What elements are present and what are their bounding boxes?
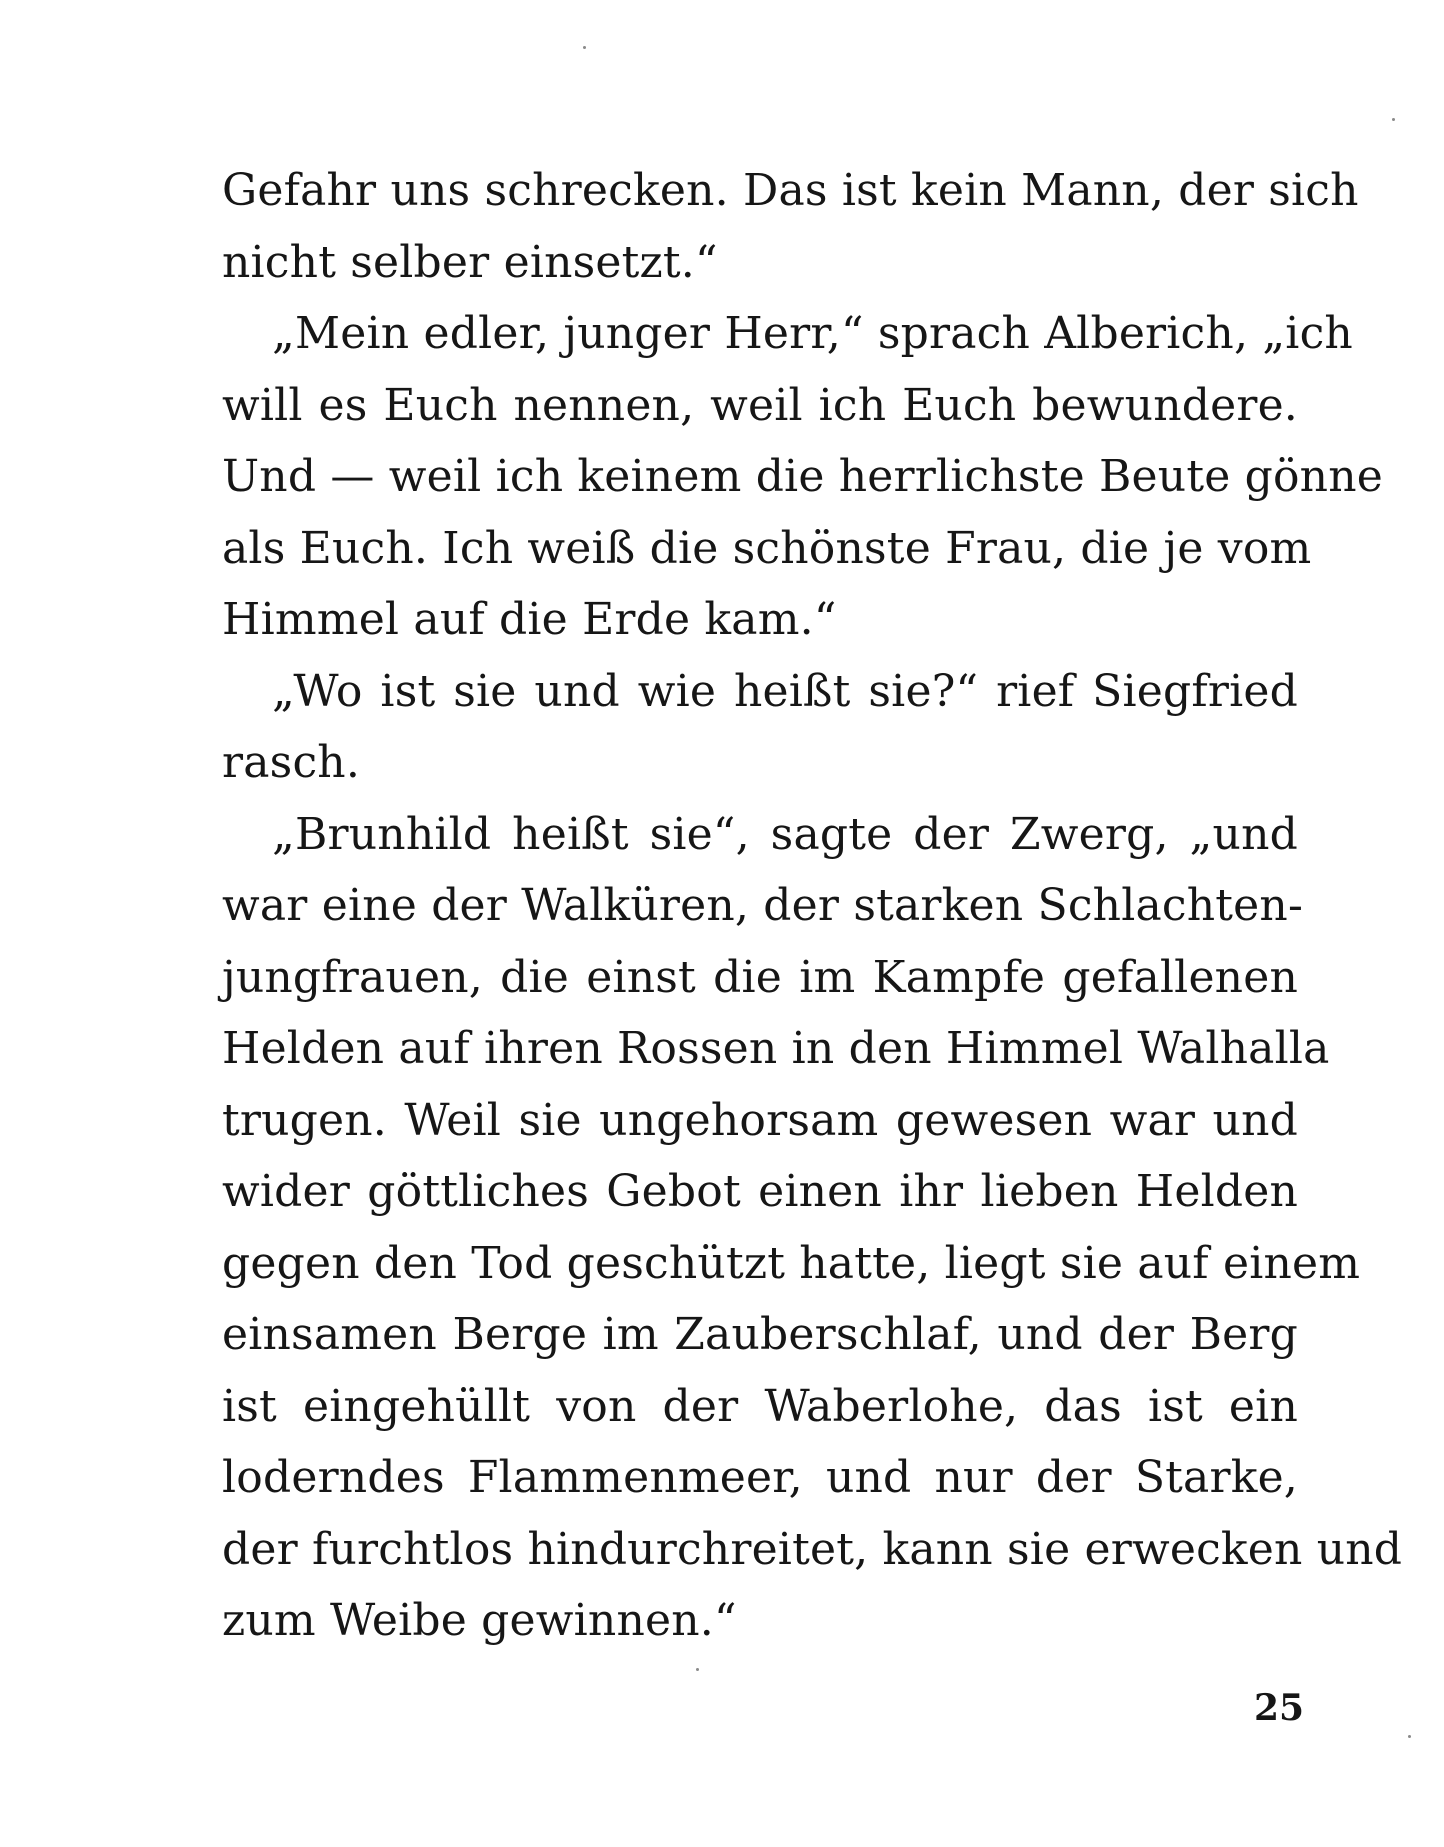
text-line: will es Euch nennen, weil ich Euch bewundere. bbox=[222, 379, 1298, 431]
text-line: Helden auf ihren Rossen in den Himmel Walhalla bbox=[222, 1023, 1330, 1074]
paper-speck bbox=[696, 1668, 699, 1671]
text-line: Gefahr uns schrecken. Das ist kein Mann, der sich bbox=[222, 165, 1359, 216]
text-line: „Brunhild heißt sie“, sagte der Zwerg, „und bbox=[272, 808, 1298, 860]
text-line: „Wo ist sie und wie heißt sie?“ rief Siegfried bbox=[272, 665, 1298, 717]
text-line: jungfrauen, die einst die im Kampfe gefallenen bbox=[222, 951, 1298, 1003]
text-line: als Euch. Ich weiß die schönste Frau, die je vom bbox=[222, 522, 1312, 574]
text-line: der furchtlos hindurchreitet, kann sie erwecken und bbox=[222, 1523, 1403, 1575]
text-line: Himmel auf die Erde kam.“ bbox=[222, 594, 837, 645]
text-line: nicht selber einsetzt.“ bbox=[222, 236, 718, 288]
text-line: Und — weil ich keinem die herrlichste Beute gönne bbox=[222, 451, 1383, 502]
text-line: wider göttliches Gebot einen ihr lieben Helden bbox=[222, 1166, 1298, 1217]
paper-speck bbox=[1392, 118, 1395, 121]
text-line: war eine der Walküren, der starken Schlachten- bbox=[222, 880, 1304, 931]
paper-speck bbox=[1408, 1735, 1411, 1738]
body-text bbox=[222, 155, 1403, 1657]
text-line: „Mein edler, junger Herr,“ sprach Alberich, „ich bbox=[272, 308, 1353, 359]
text-line: ist eingehüllt von der Waberlohe, das ist ein bbox=[222, 1380, 1298, 1432]
page-number: 25 bbox=[1254, 1687, 1305, 1729]
text-line: loderndes Flammenmeer, und nur der Starke, bbox=[222, 1452, 1298, 1503]
text-line: rasch. bbox=[222, 737, 361, 788]
paper-speck bbox=[583, 46, 586, 49]
text-line: gegen den Tod geschützt hatte, liegt sie auf einem bbox=[222, 1237, 1361, 1289]
text-line: zum Weibe gewinnen.“ bbox=[222, 1595, 737, 1646]
text-line: einsamen Berge im Zauberschlaf, und der Berg bbox=[222, 1309, 1298, 1360]
text-line: trugen. Weil sie ungehorsam gewesen war und bbox=[222, 1094, 1298, 1146]
